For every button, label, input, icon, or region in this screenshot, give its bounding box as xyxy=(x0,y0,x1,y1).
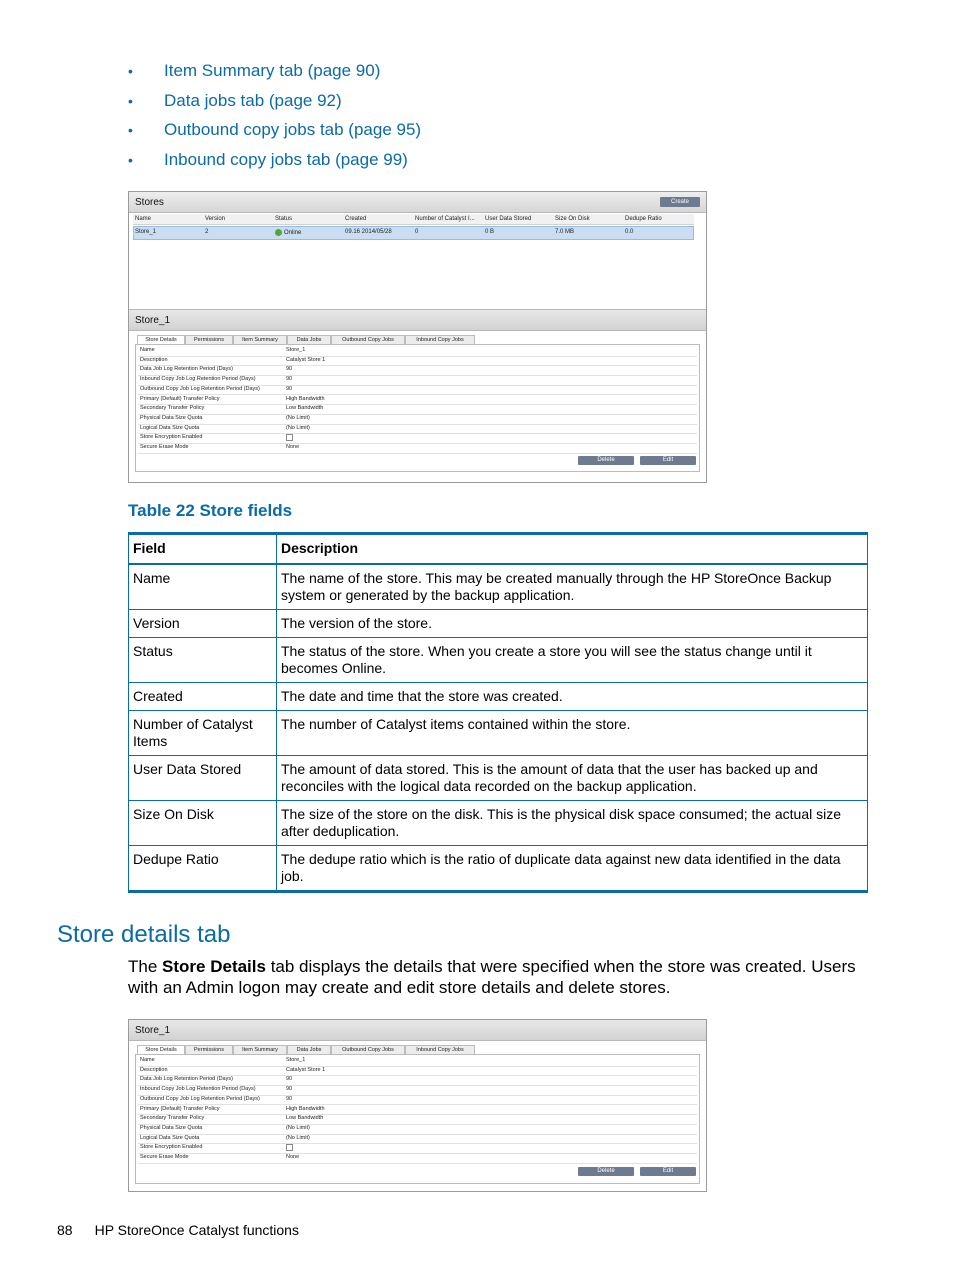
link-outbound-copy-jobs-tab[interactable]: Outbound copy jobs tab (page 95) xyxy=(164,120,422,139)
stores-panel-title: Stores xyxy=(135,197,164,208)
description-cell: The date and time that the store was created. xyxy=(277,683,868,711)
detail-value: 90 xyxy=(286,366,293,373)
store-items-cell: 0 xyxy=(415,229,419,235)
detail-value: (No Limit) xyxy=(286,424,310,431)
create-store-button[interactable]: Create xyxy=(660,197,700,207)
column-header[interactable]: Dedupe Ratio xyxy=(625,216,662,222)
detail-value: 90 xyxy=(286,1095,293,1102)
link-data-jobs-tab[interactable]: Data jobs tab (page 92) xyxy=(164,90,342,110)
page-number: 88 xyxy=(57,1222,73,1238)
description-cell: The status of the store. When you create a store you will see the status change until it becomes Online. xyxy=(277,638,868,683)
detail-value: (No Limit) xyxy=(286,1134,310,1141)
delete-button[interactable]: Delete xyxy=(578,1167,634,1176)
store-user-data-cell: 0 B xyxy=(485,229,495,235)
description-cell: The version of the store. xyxy=(277,610,868,638)
detail-value: 90 xyxy=(286,385,293,392)
encryption-checkbox[interactable] xyxy=(286,434,293,441)
bullet-icon: • xyxy=(128,63,133,79)
detail-label: Secondary Transfer Policy xyxy=(140,405,205,412)
detail-value: 90 xyxy=(286,376,293,383)
detail-value: Catalyst Store 1 xyxy=(286,1066,326,1073)
chapter-title: HP StoreOnce Catalyst functions xyxy=(94,1222,299,1238)
header-description: Description xyxy=(277,534,868,565)
detail-label: Name xyxy=(140,347,155,353)
header-field: Field xyxy=(129,534,277,565)
detail-value: (No Limit) xyxy=(286,414,310,421)
encryption-checkbox-cell xyxy=(286,1144,293,1153)
detail-label: Data Job Log Retention Period (Days) xyxy=(140,366,233,373)
store-name-cell: Store_1 xyxy=(135,229,157,235)
tab-item-summary[interactable]: Item Summary xyxy=(233,335,287,344)
store-status-cell xyxy=(275,229,301,236)
column-header[interactable]: Created xyxy=(345,216,367,222)
detail-value: Store_1 xyxy=(286,1057,306,1063)
tab-data-jobs[interactable]: Data Jobs xyxy=(287,1045,331,1054)
section-paragraph xyxy=(128,956,858,998)
tab-store-details[interactable]: Store Details xyxy=(137,1045,185,1054)
store-version-cell: 2 xyxy=(205,229,209,235)
detail-value: None xyxy=(286,1154,300,1160)
field-cell: Size On Disk xyxy=(129,801,277,846)
encryption-checkbox-cell xyxy=(286,434,293,443)
detail-label: Physical Data Size Quota xyxy=(140,1124,203,1131)
tab-inbound-copy-jobs[interactable]: Inbound Copy Jobs xyxy=(405,335,475,344)
paragraph-bold-term: Store Details xyxy=(162,957,266,976)
detail-value: Catalyst Store 1 xyxy=(286,356,326,363)
field-cell: Status xyxy=(129,638,277,683)
field-cell: Version xyxy=(129,610,277,638)
table-row xyxy=(129,756,868,801)
store-size-cell: 7.0 MB xyxy=(555,229,575,235)
detail-label: Store Encryption Enabled xyxy=(140,1144,203,1151)
detail-label: Outbound Copy Job Log Retention Period (Days) xyxy=(140,1095,260,1102)
store-details-box xyxy=(135,1054,700,1184)
delete-button[interactable]: Delete xyxy=(578,456,634,465)
detail-value: High Bandwidth xyxy=(286,1105,325,1112)
page-footer xyxy=(57,1222,299,1238)
description-cell: The size of the store on the disk. This is the physical disk space consumed; the actual size after deduplication. xyxy=(277,801,868,846)
column-header[interactable]: Number of Catalyst I... xyxy=(415,216,475,222)
table-row xyxy=(129,683,868,711)
stores-grid-header xyxy=(133,214,694,225)
field-cell: Created xyxy=(129,683,277,711)
detail-label: Outbound Copy Job Log Retention Period (Days) xyxy=(140,385,260,392)
encryption-checkbox[interactable] xyxy=(286,1144,293,1151)
tab-permissions[interactable]: Permissions xyxy=(185,335,233,344)
store-detail-header xyxy=(129,1020,706,1041)
description-cell: The number of Catalyst items contained within the store. xyxy=(277,711,868,756)
detail-row xyxy=(138,1153,697,1164)
detail-label: Description xyxy=(140,1066,168,1073)
table-header-row xyxy=(129,534,868,565)
link-item-summary-tab[interactable]: Item Summary tab (page 90) xyxy=(164,61,381,80)
store-details-screenshot xyxy=(128,1019,707,1192)
stores-screenshot xyxy=(128,191,707,483)
description-cell: The name of the store. This may be created manually through the HP StoreOnce Backup system or generated by the backup application. xyxy=(277,564,868,610)
tab-permissions[interactable]: Permissions xyxy=(185,1045,233,1054)
paragraph-text-end: tab displays the details that were specified when the store was created. Users with an Admin logon may create and edit store details and delete stores. xyxy=(128,957,856,997)
field-cell: Name xyxy=(129,564,277,610)
detail-label: Name xyxy=(140,1057,155,1063)
detail-label: Inbound Copy Job Log Retention Period (Days) xyxy=(140,1086,256,1093)
store-detail-title: Store_1 xyxy=(135,315,171,326)
store-created-cell: 09.16 2014/05/28 xyxy=(345,229,392,235)
detail-value: Low Bandwidth xyxy=(286,1115,324,1122)
table-row xyxy=(129,711,868,756)
field-cell: Number of Catalyst Items xyxy=(129,711,277,756)
table-caption: Table 22 Store fields xyxy=(128,501,293,520)
detail-label: Store Encryption Enabled xyxy=(140,434,203,441)
description-cell: The amount of data stored. This is the amount of data that the user has backed up and reconciles with the logical data recorded on the backup application. xyxy=(277,756,868,801)
tab-data-jobs[interactable]: Data Jobs xyxy=(287,335,331,344)
bullet-icon: • xyxy=(128,151,133,168)
paragraph-text-start: The xyxy=(128,957,163,976)
detail-label: Inbound Copy Job Log Retention Period (Days) xyxy=(140,376,256,383)
column-header[interactable]: Size On Disk xyxy=(555,216,590,222)
column-header[interactable]: User Data Stored xyxy=(485,216,532,222)
detail-label: Secondary Transfer Policy xyxy=(140,1115,205,1122)
detail-label: Logical Data Size Quota xyxy=(140,1134,200,1141)
detail-label: Secure Erase Mode xyxy=(140,1154,189,1160)
column-header[interactable]: Version xyxy=(205,216,226,222)
tab-outbound-copy-jobs[interactable]: Outbound Copy Jobs xyxy=(331,1045,405,1054)
detail-label: Logical Data Size Quota xyxy=(140,424,200,431)
detail-label: Primary (Default) Transfer Policy xyxy=(140,395,220,402)
stores-panel-header xyxy=(129,192,706,213)
tab-item-summary[interactable]: Item Summary xyxy=(233,1045,287,1054)
link-inbound-copy-jobs-tab[interactable]: Inbound copy jobs tab (page 99) xyxy=(164,149,408,169)
detail-value: Store_1 xyxy=(286,347,306,353)
column-header[interactable]: Name xyxy=(135,216,152,222)
field-cell: Dedupe Ratio xyxy=(129,846,277,892)
detail-value: High Bandwidth xyxy=(286,395,325,402)
edit-button[interactable]: Edit xyxy=(640,456,696,465)
table-row xyxy=(129,610,868,638)
detail-value: None xyxy=(286,444,300,450)
detail-value: 90 xyxy=(286,1086,293,1093)
detail-value: (No Limit) xyxy=(286,1124,310,1131)
detail-label: Physical Data Size Quota xyxy=(140,414,203,421)
table-row[interactable] xyxy=(133,226,694,240)
detail-label: Secure Erase Mode xyxy=(140,444,189,450)
column-header[interactable]: Status xyxy=(275,216,293,222)
section-heading: Store details tab xyxy=(57,921,231,948)
detail-value: 90 xyxy=(286,1076,293,1083)
table-row xyxy=(129,564,868,610)
store-detail-header xyxy=(129,309,706,331)
detail-row xyxy=(138,443,697,454)
status-text: Online xyxy=(284,230,302,237)
online-status-icon xyxy=(275,229,282,236)
bullet-icon: • xyxy=(128,92,133,109)
store-fields-table xyxy=(128,532,868,893)
field-cell: User Data Stored xyxy=(129,756,277,801)
detail-value: Low Bandwidth xyxy=(286,405,324,412)
store-dedupe-cell: 0.0 xyxy=(625,229,634,235)
detail-label: Description xyxy=(140,356,168,363)
bullet-icon: • xyxy=(128,122,133,138)
tab-outbound-copy-jobs[interactable]: Outbound Copy Jobs xyxy=(331,335,405,344)
store-detail-title: Store_1 xyxy=(135,1025,171,1036)
detail-label: Data Job Log Retention Period (Days) xyxy=(140,1076,233,1083)
table-row xyxy=(129,801,868,846)
tab-inbound-copy-jobs[interactable]: Inbound Copy Jobs xyxy=(405,1045,475,1054)
table-row xyxy=(129,638,868,683)
detail-label: Primary (Default) Transfer Policy xyxy=(140,1105,220,1112)
description-cell: The dedupe ratio which is the ratio of duplicate data against new data identified in the data job. xyxy=(277,846,868,892)
table-row xyxy=(129,846,868,892)
edit-button[interactable]: Edit xyxy=(640,1167,696,1176)
store-details-box xyxy=(135,344,700,472)
tab-store-details[interactable]: Store Details xyxy=(137,335,185,344)
